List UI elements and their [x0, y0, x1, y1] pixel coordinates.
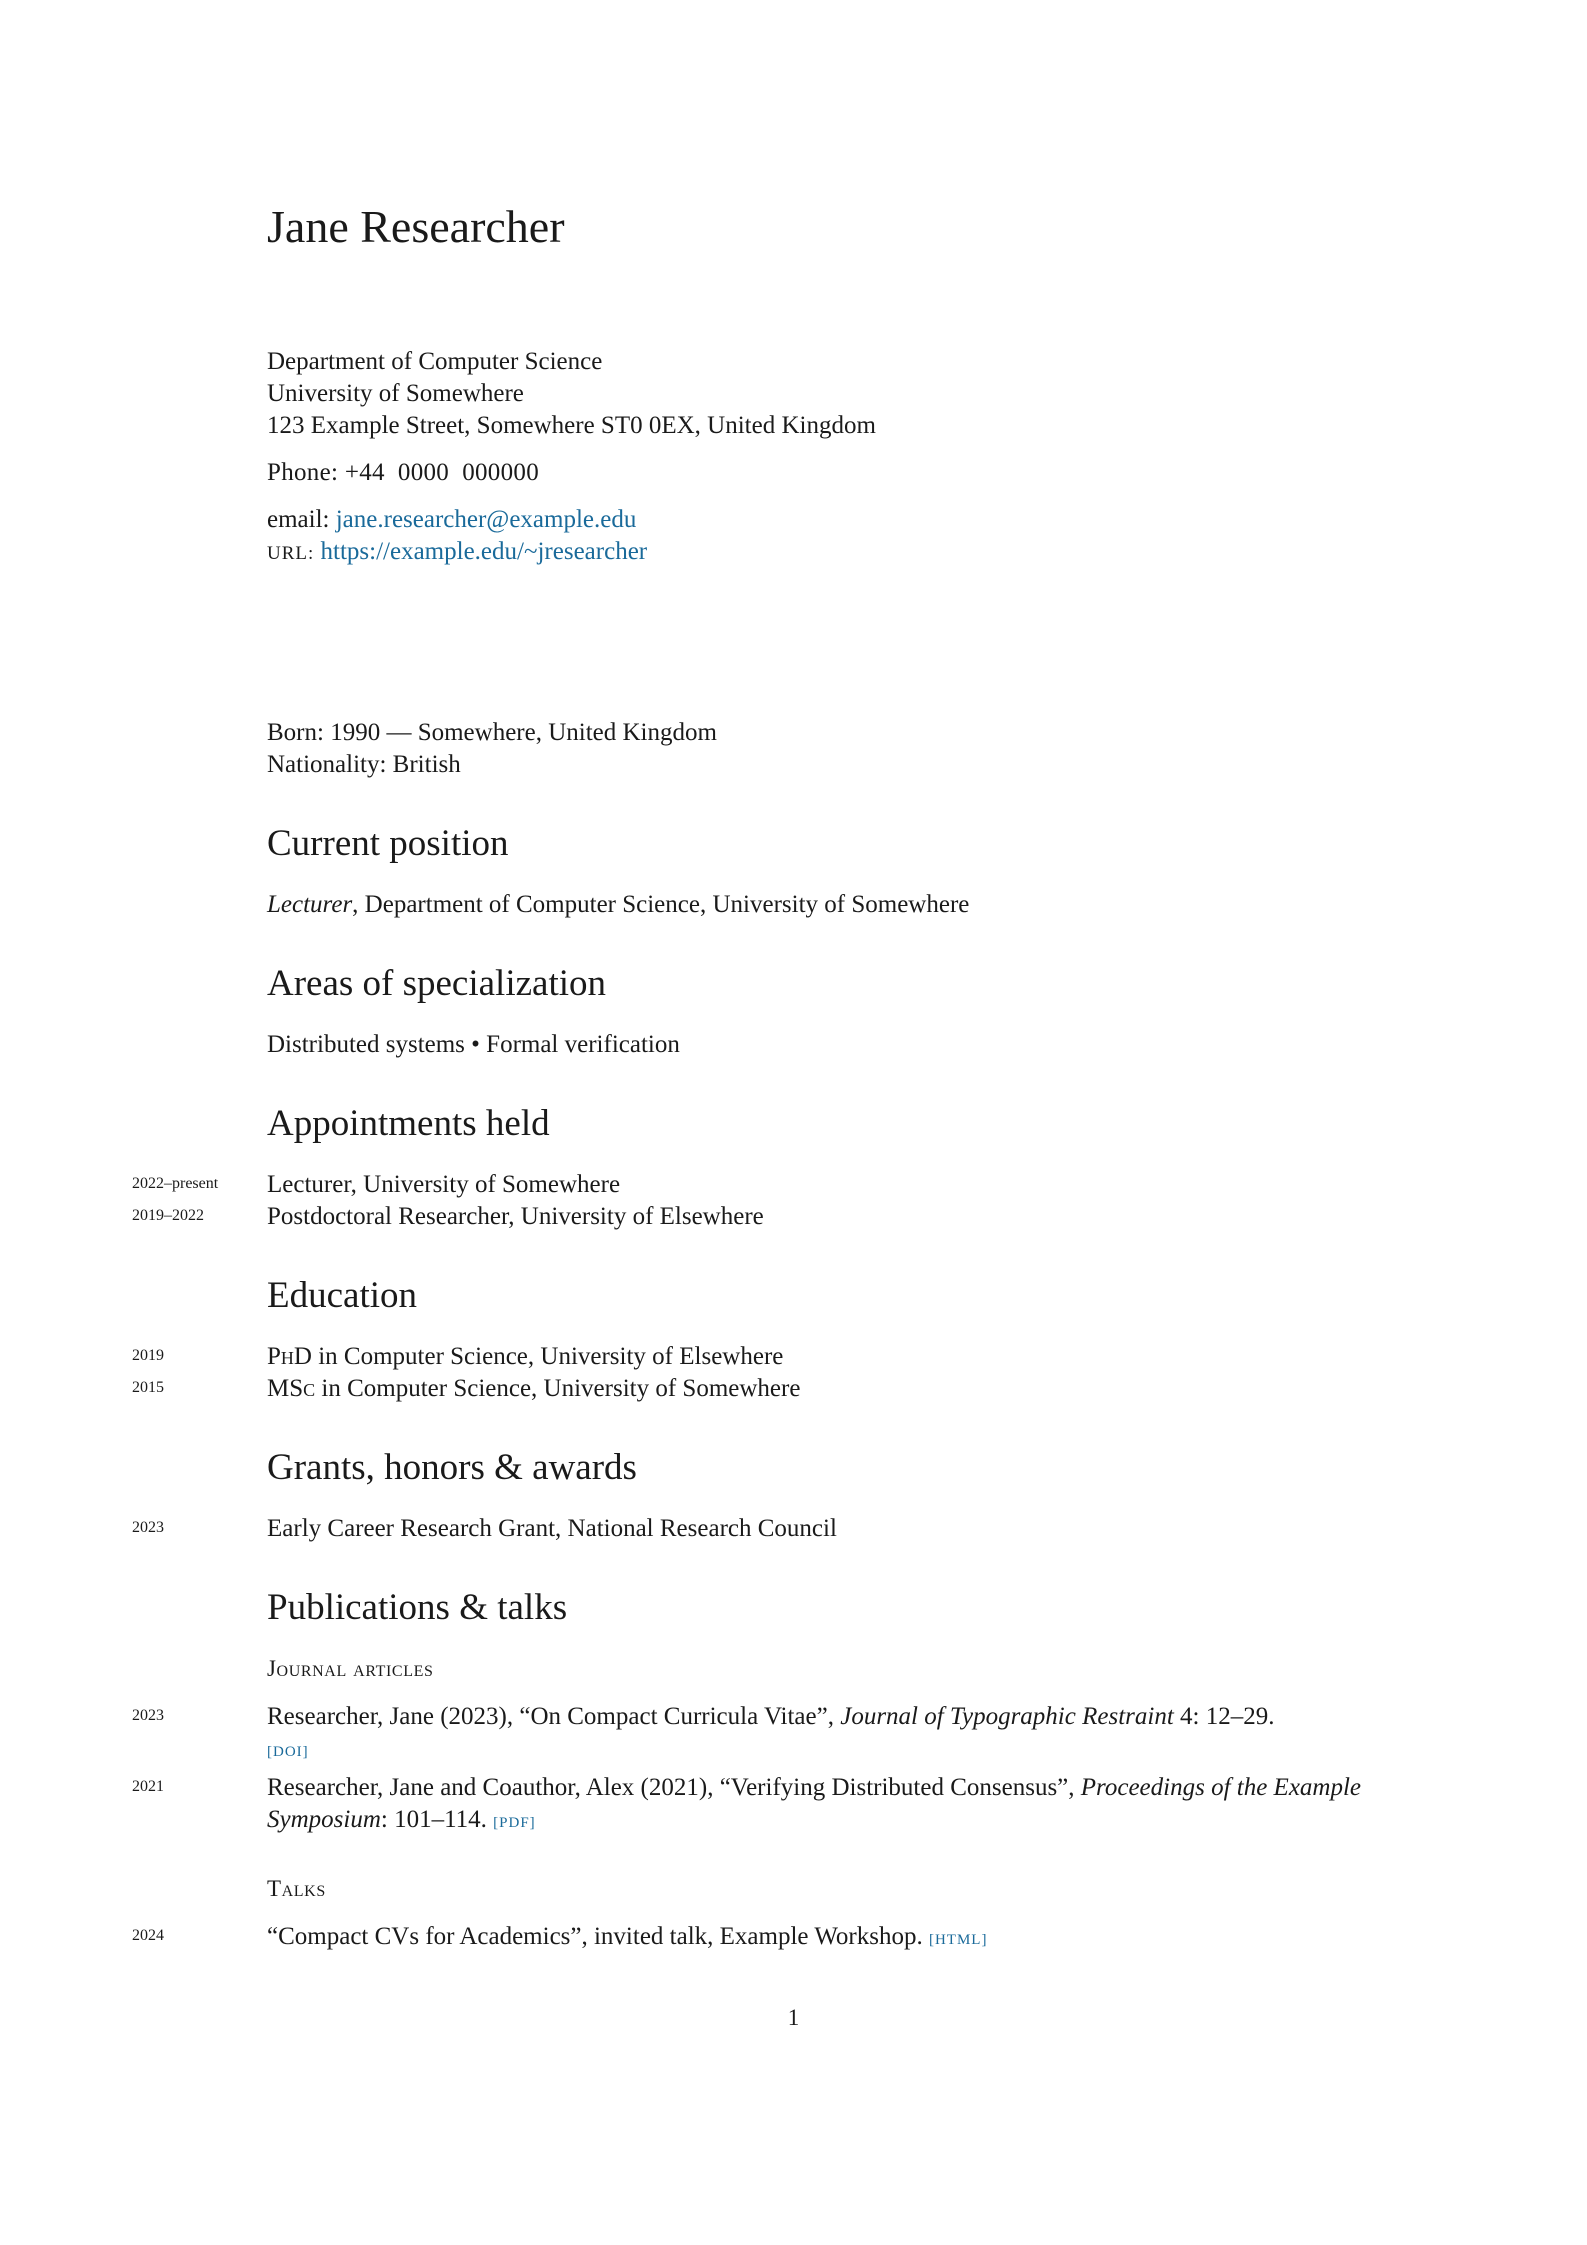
current-position-title: Lecturer	[267, 891, 353, 918]
journal-citation: Researcher, Jane and Coauthor, Alex (2021), “Verifying Distributed Consensus”,	[267, 1774, 1081, 1801]
education-list	[132, 1341, 1367, 1405]
talk-year: 2024	[132, 1927, 164, 1944]
education-row	[132, 1373, 1367, 1405]
appointments-heading: Appointments held	[267, 1103, 550, 1144]
journal-articles-subheading: Journal articles	[267, 1656, 434, 1681]
email-label: email:	[267, 506, 330, 533]
specialization-text: Distributed systems • Formal verification	[267, 1031, 680, 1058]
grants-list	[132, 1513, 1367, 1545]
appointments-list	[132, 1169, 1367, 1233]
url-link[interactable]: https://example.edu/~jresearcher	[320, 538, 648, 565]
appointment-row	[132, 1169, 1367, 1201]
appointment-text: Postdoctoral Researcher, University of Elsewhere	[267, 1203, 764, 1230]
journal-pages: 4: 12–29.	[1173, 1703, 1275, 1730]
education-detail: in Computer Science, University of Somewhere	[315, 1375, 801, 1402]
address-line-1: Department of Computer Science	[267, 348, 603, 375]
education-row	[132, 1341, 1367, 1373]
education-year: 2015	[132, 1379, 164, 1396]
grant-text: Early Career Research Grant, National Research Council	[267, 1515, 837, 1542]
phone-label: Phone:	[267, 459, 339, 486]
talks-list	[132, 1921, 1367, 1956]
current-position-text	[267, 889, 1367, 921]
url-label: URL:	[267, 543, 315, 564]
journal-text	[267, 1774, 1361, 1833]
education-text	[267, 1375, 800, 1402]
journal-pages: : 101–114.	[380, 1806, 487, 1833]
grants-heading: Grants, honors & awards	[267, 1447, 637, 1488]
education-heading: Education	[267, 1275, 418, 1316]
journal-year: 2021	[132, 1778, 164, 1795]
specialization-heading: Areas of specialization	[267, 963, 607, 1004]
address-line-3: 123 Example Street, Somewhere ST0 0EX, United Kingdom	[267, 412, 876, 439]
journal-venue: Proceedings of the Example Symposium	[267, 1774, 1362, 1833]
current-position-rest: , Department of Computer Science, University of Somewhere	[352, 891, 970, 918]
journal-venue: Journal of Typographic Restraint	[840, 1703, 1174, 1730]
personal-block	[267, 717, 1367, 781]
url-line	[267, 536, 1367, 570]
phone-value: +44 0000 000000	[344, 459, 540, 486]
phone-line	[267, 457, 1367, 489]
journal-year: 2023	[132, 1707, 164, 1724]
talk-citation: “Compact CVs for Academics”, invited talk, Example Workshop.	[267, 1923, 923, 1950]
publications-heading: Publications & talks	[267, 1587, 568, 1628]
html-link[interactable]: [HTML]	[928, 1932, 988, 1948]
appointment-years: 2022–present	[132, 1175, 219, 1192]
talk-text	[267, 1923, 987, 1950]
journal-row	[132, 1772, 1367, 1839]
cv-main	[132, 196, 1367, 1956]
education-year: 2019	[132, 1347, 164, 1364]
cv-name: Jane Researcher	[267, 201, 565, 252]
address-block	[267, 346, 1367, 442]
pdf-link[interactable]: [PDF]	[493, 1815, 536, 1831]
email-line	[267, 504, 1367, 536]
journal-citation: Researcher, Jane (2023), “On Compact Curricula Vitae”,	[267, 1703, 841, 1730]
grant-year: 2023	[132, 1519, 164, 1536]
email-link[interactable]: jane.researcher@example.edu	[335, 506, 637, 533]
education-text	[267, 1343, 783, 1370]
appointment-years: 2019–2022	[132, 1207, 204, 1224]
appointment-text: Lecturer, University of Somewhere	[267, 1171, 621, 1198]
appointment-row	[132, 1201, 1367, 1233]
education-degree: MSc	[267, 1375, 316, 1402]
address-line-2: University of Somewhere	[267, 380, 524, 407]
born-line: Born: 1990 — Somewhere, United Kingdom	[267, 719, 717, 746]
page-number: 1	[787, 2005, 800, 2030]
journal-row	[132, 1701, 1367, 1768]
contact-block	[267, 504, 1367, 570]
grant-row	[132, 1513, 1367, 1545]
education-degree: PhD	[267, 1343, 312, 1370]
talk-row	[132, 1921, 1367, 1956]
education-detail: in Computer Science, University of Elsewhere	[311, 1343, 784, 1370]
current-position-heading: Current position	[267, 823, 509, 864]
journal-list	[132, 1701, 1367, 1839]
talks-subheading: Talks	[267, 1876, 326, 1901]
nationality-line: Nationality: British	[267, 751, 461, 778]
journal-text	[267, 1703, 1274, 1762]
doi-link[interactable]: [DOI]	[267, 1744, 309, 1760]
